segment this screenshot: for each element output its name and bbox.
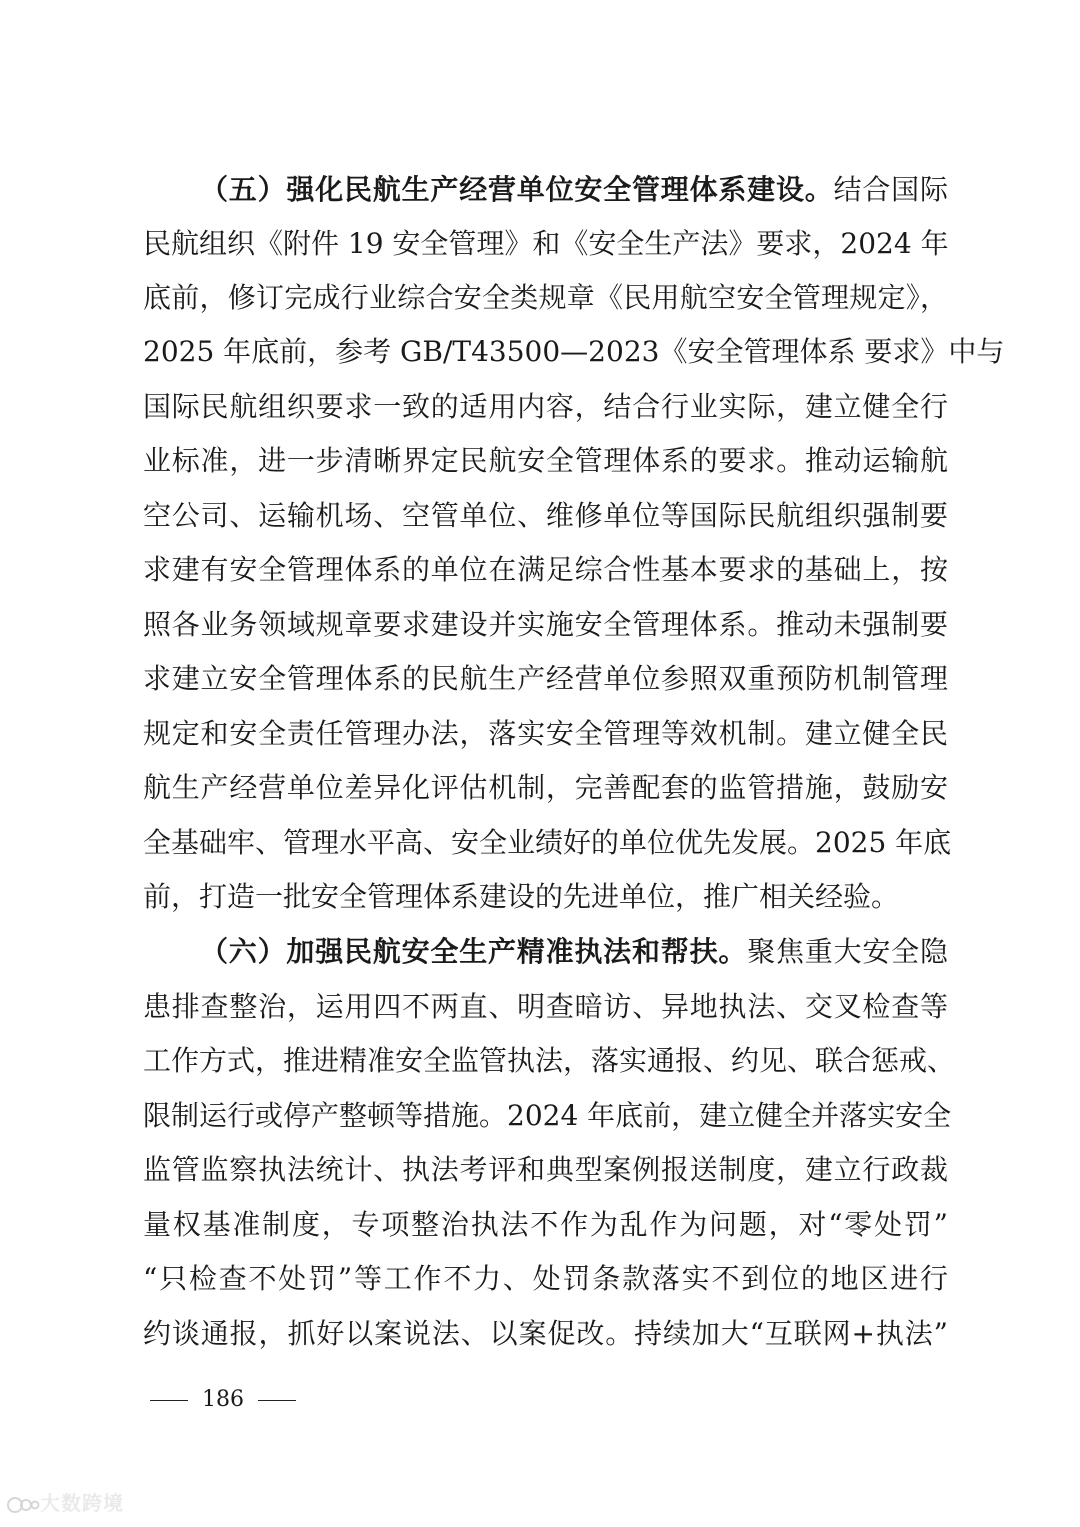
paragraph-line: 空公司、运输机场、空管单位、维修单位等国际民航组织强制要 [143, 499, 948, 532]
heading-continuation: 结合国际 [833, 173, 948, 206]
paragraph-line: 规定和安全责任管理办法，落实安全管理等效机制。建立健全民 [143, 717, 948, 750]
section-heading: （五）强化民航生产经营单位安全管理体系建设。 [200, 173, 834, 206]
paragraph-line [200, 163, 948, 217]
paragraph-line: 民航组织《附件 19 安全管理》和《安全生产法》要求，2024 年 [143, 227, 949, 260]
paragraph-line: 2025 年底前，参考 GB/T43500—2023《安全管理体系 要求》中与 [143, 335, 1005, 368]
page-number: 186 [202, 1387, 244, 1412]
watermark [6, 1488, 124, 1518]
paragraph-line: 求建立安全管理体系的民航生产经营单位参照双重预防机制管理 [143, 662, 948, 695]
heading-continuation: 聚焦重大安全隐 [747, 935, 948, 968]
paragraph-line: 患排查整治，运用四不两直、明查暗访、异地执法、交叉检查等 [143, 990, 948, 1023]
brand-logo-icon [6, 1494, 40, 1516]
paragraph-line: 业标准，进一步清晰界定民航安全管理体系的要求。推动运输航 [143, 444, 948, 477]
paragraph-line: 全基础牢、管理水平高、安全业绩好的单位优先发展。2025 年底 [143, 826, 952, 859]
paragraph-line: 国际民航组织要求一致的适用内容，结合行业实际，建立健全行 [143, 390, 948, 423]
paragraph-line: 量权基准制度，专项整治执法不作为乱作为问题，对“零处罚” [143, 1208, 948, 1241]
paragraph-line: “只检查不处罚”等工作不力、处罚条款落实不到位的地区进行 [143, 1262, 948, 1295]
paragraph-line: 照各业务领域规章要求建设并实施安全管理体系。推动未强制要 [143, 608, 948, 641]
page-footer [150, 1382, 296, 1418]
section-heading: （六）加强民航安全生产精准执法和帮扶。 [200, 935, 748, 968]
paragraph-line [200, 925, 948, 979]
watermark-text: 大数跨境 [40, 1491, 124, 1515]
paragraph-line: 监管监察执法统计、执法考评和典型案例报送制度，建立行政裁 [143, 1153, 948, 1186]
footer-dash-right [258, 1400, 296, 1401]
paragraph-line: 工作方式，推进精准安全监管执法，落实通报、约见、联合惩戒、 [143, 1044, 956, 1077]
paragraph-line: 求建有安全管理体系的单位在满足综合性基本要求的基础上，按 [143, 553, 948, 586]
paragraph-line: 底前，修订完成行业综合安全类规章《民用航空安全管理规定》， [143, 281, 948, 314]
paragraph-line: 航生产经营单位差异化评估机制，完善配套的监管措施，鼓励安 [143, 771, 948, 804]
paragraph-line: 限制运行或停产整顿等措施。2024 年底前，建立健全并落实安全 [143, 1099, 952, 1132]
paragraph-line: 约谈通报，抓好以案说法、以案促改。持续加大“互联网+执法” [143, 1317, 948, 1350]
footer-dash-left [150, 1400, 188, 1401]
paragraph-line: 前，打造一批安全管理体系建设的先进单位，推广相关经验。 [143, 880, 900, 913]
